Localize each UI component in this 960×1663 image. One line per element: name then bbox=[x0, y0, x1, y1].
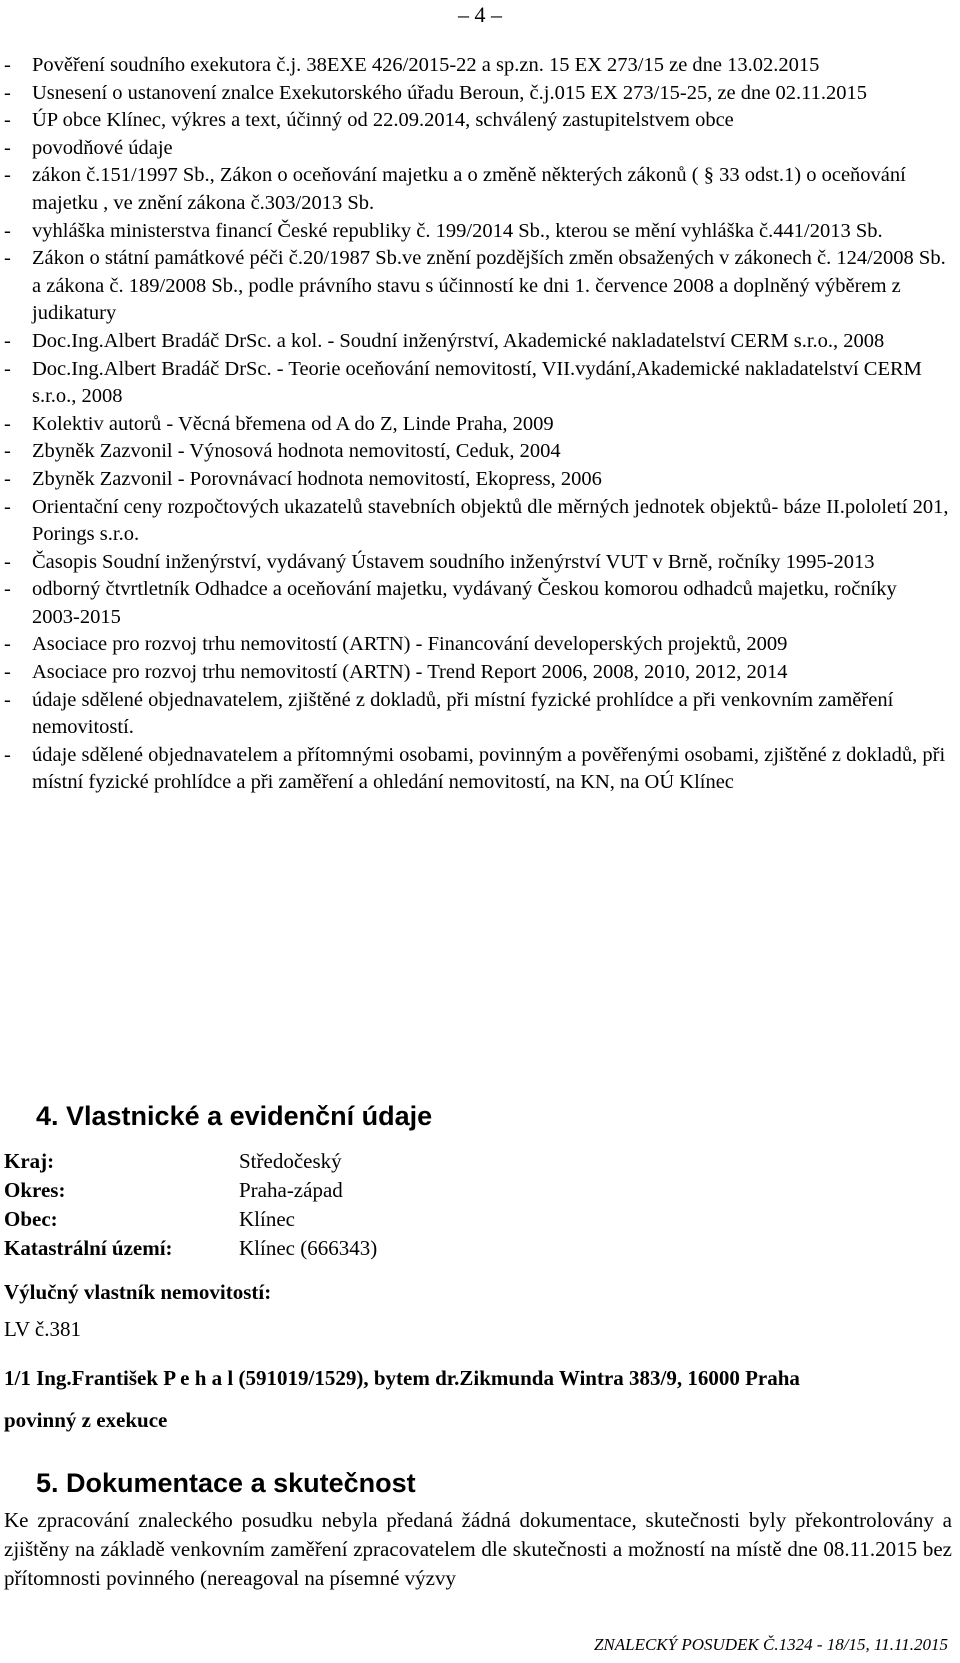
reference-text: Pověření soudního exekutora č.j. 38EXE 426/2015-22 a sp.zn. 15 EX 273/15 ze dne 13.02.2015 bbox=[32, 54, 820, 76]
owner-block bbox=[4, 1357, 956, 1441]
row-value: Praha-západ bbox=[239, 1178, 343, 1202]
owner-status: povinný z exekuce bbox=[4, 1408, 168, 1432]
list-item bbox=[4, 107, 949, 135]
row-value: Středočeský bbox=[239, 1149, 342, 1173]
lv-number: LV č.381 bbox=[4, 1317, 82, 1341]
reference-text: Orientační ceny rozpočtových ukazatelů stavebních objektů dle měrných jednotek objektů- báze II.pololetí 201, Porings s.r.o. bbox=[32, 495, 949, 546]
reference-text: povodňové údaje bbox=[32, 136, 173, 159]
list-dash: - bbox=[4, 578, 11, 601]
list-dash: - bbox=[4, 357, 11, 380]
row-label: Katastrální území: bbox=[4, 1236, 173, 1260]
list-item bbox=[4, 576, 949, 631]
list-dash: - bbox=[4, 81, 11, 104]
table-row bbox=[4, 1147, 377, 1176]
list-dash: - bbox=[4, 329, 11, 352]
list-item bbox=[4, 466, 949, 494]
list-item bbox=[4, 494, 949, 549]
list-item bbox=[4, 742, 949, 797]
list-item bbox=[4, 631, 949, 659]
table-row bbox=[4, 1205, 377, 1234]
references-list bbox=[4, 52, 949, 797]
row-value: Klínec (666343) bbox=[239, 1236, 378, 1260]
list-dash: - bbox=[4, 247, 11, 270]
reference-text: Časopis Soudní inženýrství, vydávaný Ústavem soudního inženýrství VUT v Brně, ročníky 1995-2013 bbox=[32, 550, 875, 573]
list-dash: - bbox=[4, 743, 11, 766]
row-value: Klínec bbox=[239, 1207, 295, 1231]
table-row bbox=[4, 1234, 377, 1263]
reference-text: Doc.Ing.Albert Bradáč DrSc. a kol. - Soudní inženýrství, Akademické nakladatelství CERM s.r.o., 2008 bbox=[32, 329, 885, 352]
list-dash: - bbox=[4, 136, 11, 159]
list-dash: - bbox=[4, 495, 11, 518]
list-item bbox=[4, 135, 949, 163]
row-label: Kraj: bbox=[4, 1149, 55, 1173]
reference-text: údaje sdělené objednavatelem, zjištěné z dokladů, při místní fyzické prohlídce a při venkovním zaměření nemovitostí. bbox=[32, 688, 894, 739]
reference-text: zákon č.151/1997 Sb., Zákon o oceňování majetku a o změně některých zákonů ( § 33 odst.1) o oceňování majetku , ve znění zákona č.303/2013 Sb. bbox=[32, 164, 906, 214]
section-4-heading: 4. Vlastnické a evidenční údaje bbox=[36, 1101, 433, 1131]
table-row bbox=[4, 1176, 377, 1205]
list-dash: - bbox=[4, 54, 11, 76]
list-dash: - bbox=[4, 164, 11, 187]
list-dash: - bbox=[4, 633, 11, 656]
reference-text: ÚP obce Klínec, výkres a text, účinný od 22.09.2014, schválený zastupitelstvem obce bbox=[32, 109, 734, 132]
list-item bbox=[4, 245, 949, 328]
row-label: Obec: bbox=[4, 1207, 58, 1231]
reference-text: Zákon o státní památkové péči č.20/1987 Sb.ve znění pozdějších změn obsažených v zákonech č. 124/2008 Sb. a zákona č. 189/2008 Sb., podle právního stavu s účinností ke dni 1. července 2008 a doplněný výběrem z judikatury bbox=[32, 247, 946, 325]
list-dash: - bbox=[4, 109, 11, 132]
reference-text: Kolektiv autorů - Věcná břemena od A do Z, Linde Praha, 2009 bbox=[32, 412, 554, 435]
list-dash: - bbox=[4, 440, 11, 463]
list-item bbox=[4, 328, 949, 356]
reference-text: Usnesení o ustanovení znalce Exekutorského úřadu Beroun, č.j.015 EX 273/15-25, ze dne 02.11.2015 bbox=[32, 81, 867, 104]
reference-text: Doc.Ing.Albert Bradáč DrSc. - Teorie oceňování nemovitostí, VII.vydání,Akademické nakladatelství CERM s.r.o., 2008 bbox=[32, 357, 922, 408]
list-item bbox=[4, 52, 949, 80]
section-5-text: Ke zpracování znaleckého posudku nebyla předaná žádná dokumentace, skutečnosti byly překontrolovány a zjištěny na základě venkovním zaměření zpracovatelem dle skutečnosti a možností na místě dne 08.11.2015 bez přítomnosti povinného (nereagoval na písemné výzvy bbox=[4, 1508, 952, 1590]
property-info-table bbox=[4, 1147, 377, 1263]
list-dash: - bbox=[4, 467, 11, 490]
reference-text: Zbyněk Zazvonil - Porovnávací hodnota nemovitostí, Ekopress, 2006 bbox=[32, 467, 602, 490]
list-item bbox=[4, 411, 949, 439]
owner-title: Výlučný vlastník nemovitostí: bbox=[4, 1280, 272, 1304]
reference-text: odborný čtvrtletník Odhadce a oceňování majetku, vydávaný Českou komorou odhadců majetku, ročníky 2003-2015 bbox=[32, 578, 897, 628]
section-5-heading: 5. Dokumentace a skutečnost bbox=[36, 1468, 416, 1498]
list-dash: - bbox=[4, 688, 11, 711]
page-footer: ZNALECKÝ POSUDEK Č.1324 - 18/15, 11.11.2015 bbox=[593, 1635, 948, 1654]
reference-text: Asociace pro rozvoj trhu nemovitostí (ARTN) - Trend Report 2006, 2008, 2010, 2012, 2014 bbox=[32, 661, 788, 684]
page-number: – 4 – bbox=[458, 2, 502, 27]
list-item bbox=[4, 162, 949, 217]
list-dash: - bbox=[4, 219, 11, 242]
owner-line: 1/1 Ing.František P e h a l (591019/1529), bytem dr.Zikmunda Wintra 383/9, 16000 Praha bbox=[4, 1366, 800, 1390]
list-item bbox=[4, 218, 949, 246]
list-item bbox=[4, 80, 949, 108]
list-item bbox=[4, 659, 949, 687]
list-item bbox=[4, 438, 949, 466]
list-item bbox=[4, 549, 949, 577]
list-item bbox=[4, 356, 949, 411]
list-item bbox=[4, 687, 949, 742]
row-label: Okres: bbox=[4, 1178, 66, 1202]
list-dash: - bbox=[4, 550, 11, 573]
reference-text: údaje sdělené objednavatelem a přítomnými osobami, povinným a pověřenými osobami, zjištěné z dokladů, při místní fyzické prohlídce a při zaměření a ohledání nemovitostí, na KN, na OÚ Klínec bbox=[32, 743, 946, 794]
reference-text: vyhláška ministerstva financí České republiky č. 199/2014 Sb., kterou se mění vyhláška č.441/2013 Sb. bbox=[32, 219, 883, 242]
reference-text: Zbyněk Zazvonil - Výnosová hodnota nemovitostí, Ceduk, 2004 bbox=[32, 440, 561, 463]
list-dash: - bbox=[4, 412, 11, 435]
list-dash: - bbox=[4, 661, 11, 684]
reference-text: Asociace pro rozvoj trhu nemovitostí (ARTN) - Financování developerských projektů, 2009 bbox=[32, 633, 788, 656]
